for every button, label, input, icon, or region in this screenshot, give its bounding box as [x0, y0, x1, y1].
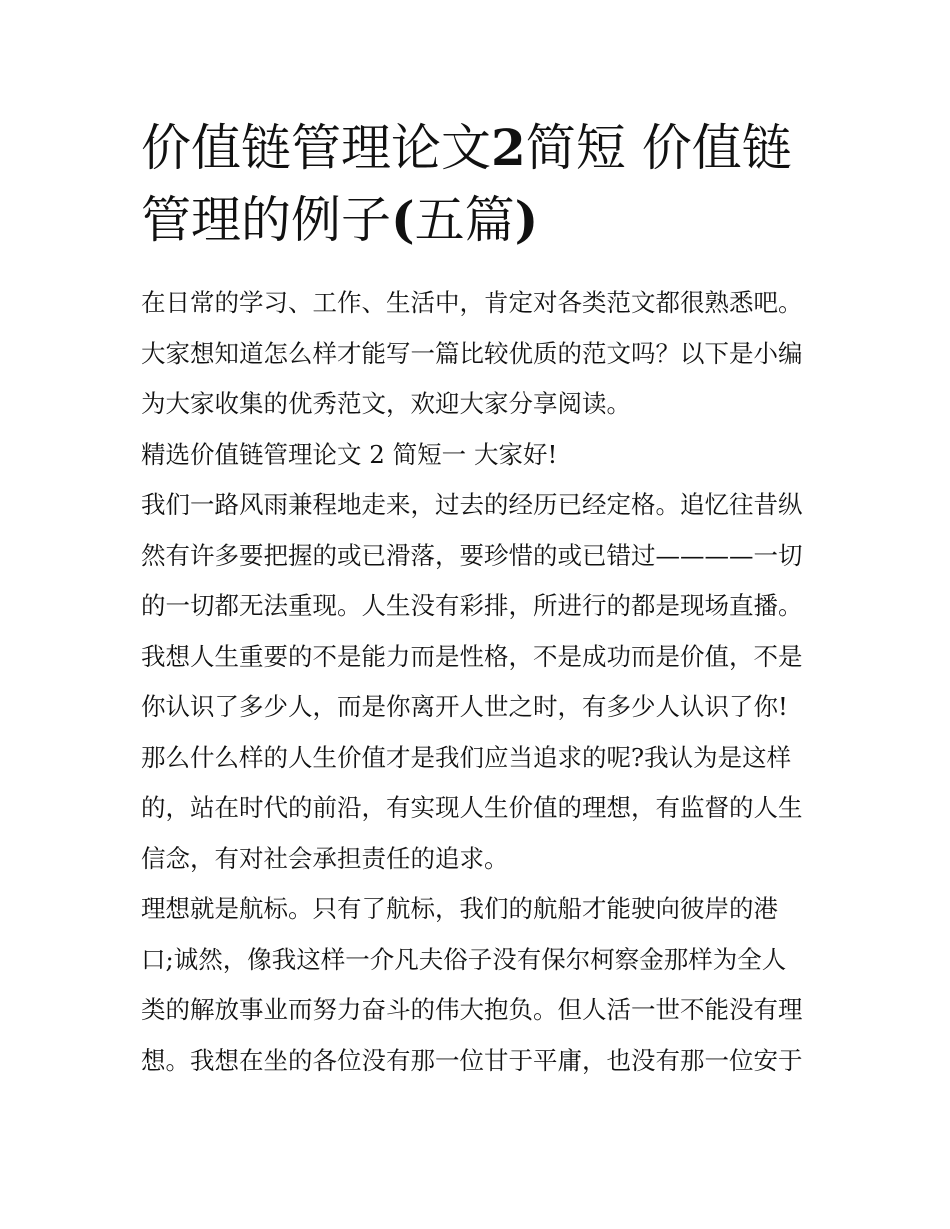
body-line: 我们一路风雨兼程地走来，过去的经历已经定格。追忆往昔纵	[141, 490, 803, 519]
body-line: 在日常的学习、工作、生活中，肯定对各类范文都很熟悉吧。	[141, 288, 803, 317]
body-line: 那么什么样的人生价值才是我们应当追求的呢?我认为是这样	[141, 742, 792, 772]
body-line: 我想人生重要的不是能力而是性格，不是成功而是价值，不是	[141, 641, 803, 671]
body-line: 理想就是航标。只有了航标，我们的航船才能驶向彼岸的港	[141, 894, 778, 923]
body-line: 为大家收集的优秀范文，欢迎大家分享阅读。	[141, 389, 631, 418]
body-line: 的一切都无法重现。人生没有彩排，所进行的都是现场直播。	[141, 591, 803, 620]
body-line: 然有许多要把握的或已滑落，要珍惜的或已错过————一切	[141, 540, 803, 570]
body-line: 类的解放事业而努力奋斗的伟大抱负。但人活一世不能没有理	[141, 995, 803, 1024]
body-line: 口;诚然，像我这样一介凡夫俗子没有保尔柯察金那样为全人	[141, 944, 787, 974]
body-line: 精选价值链管理论文 2 简短一 大家好!	[141, 439, 558, 469]
body-line: 信念，有对社会承担责任的追求。	[141, 843, 509, 873]
body-line: 大家想知道怎么样才能写一篇比较优质的范文吗？以下是小编	[141, 338, 803, 368]
body-line: 你认识了多少人，而是你离开人世之时，有多少人认识了你!	[141, 692, 788, 721]
title-line-1: 价值链管理论文2简短 价值链	[141, 118, 792, 177]
body-line: 的，站在时代的前沿，有实现人生价值的理想，有监督的人生	[141, 793, 803, 822]
body-line: 想。我想在坐的各位没有那一位甘于平庸，也没有那一位安于	[141, 1045, 803, 1075]
document-body	[141, 278, 821, 1086]
title-line-2: 管理的例子(五篇)	[141, 190, 539, 249]
document-title	[141, 112, 813, 256]
